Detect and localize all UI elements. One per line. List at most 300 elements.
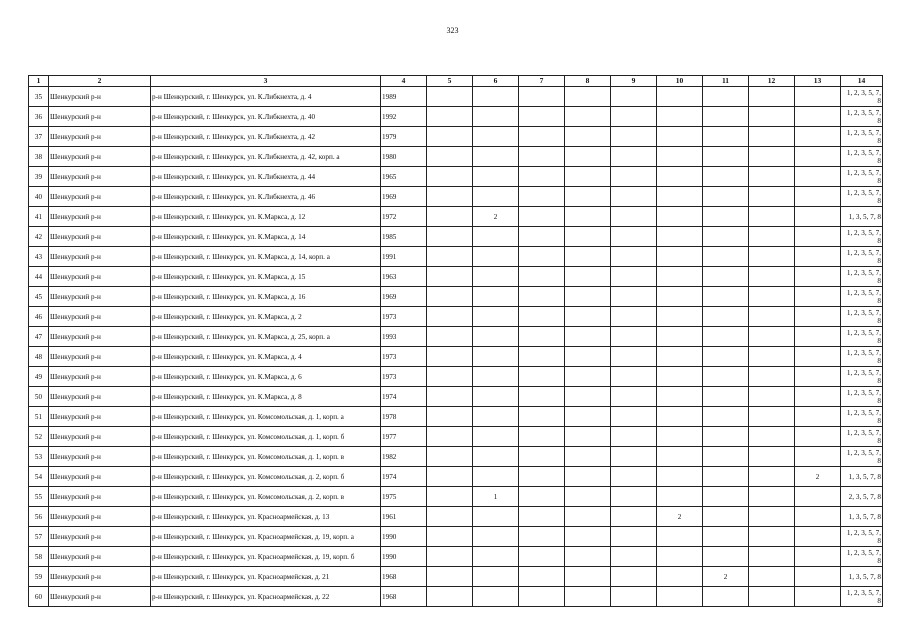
value-cell (519, 387, 565, 407)
district-cell: Шенкурский р-н (49, 127, 151, 147)
district-cell: Шенкурский р-н (49, 287, 151, 307)
value-cell (749, 187, 795, 207)
codes-cell: 1, 2, 3, 5, 7, 8 (841, 547, 883, 567)
codes-cell: 1, 2, 3, 5, 7, 8 (841, 327, 883, 347)
row-number-cell: 52 (29, 427, 49, 447)
table-row (29, 307, 883, 327)
value-cell (519, 447, 565, 467)
value-cell (427, 247, 473, 267)
column-header: 11 (703, 76, 749, 87)
value-cell (519, 327, 565, 347)
value-cell (611, 167, 657, 187)
value-cell (611, 227, 657, 247)
year-cell: 1993 (381, 327, 427, 347)
table-row (29, 487, 883, 507)
value-cell (703, 427, 749, 447)
year-cell: 1990 (381, 527, 427, 547)
value-cell (427, 387, 473, 407)
value-cell (749, 427, 795, 447)
value-cell (703, 407, 749, 427)
address-cell: р-н Шенкурский, г. Шенкурск, ул. Красноармейская, д. 19, корп. б (151, 547, 381, 567)
year-cell: 1991 (381, 247, 427, 267)
value-cell (427, 427, 473, 447)
address-cell: р-н Шенкурский, г. Шенкурск, ул. К.Маркса, д. 14 (151, 227, 381, 247)
value-cell (427, 447, 473, 467)
value-cell (519, 367, 565, 387)
row-number-cell: 60 (29, 587, 49, 607)
value-cell (427, 467, 473, 487)
value-cell (565, 287, 611, 307)
value-cell (519, 307, 565, 327)
district-cell: Шенкурский р-н (49, 527, 151, 547)
codes-cell: 1, 3, 5, 7, 8 (841, 507, 883, 527)
year-cell: 1975 (381, 487, 427, 507)
value-cell (749, 487, 795, 507)
value-cell (611, 87, 657, 107)
value-cell (427, 207, 473, 227)
district-cell: Шенкурский р-н (49, 367, 151, 387)
row-number-cell: 54 (29, 467, 49, 487)
year-cell: 1961 (381, 507, 427, 527)
column-header: 10 (657, 76, 703, 87)
value-cell (611, 507, 657, 527)
codes-cell: 1, 2, 3, 5, 7, 8 (841, 267, 883, 287)
column-header: 2 (49, 76, 151, 87)
value-cell (657, 567, 703, 587)
value-cell (427, 327, 473, 347)
value-cell (611, 287, 657, 307)
value-cell (565, 487, 611, 507)
row-number-cell: 48 (29, 347, 49, 367)
value-cell (565, 107, 611, 127)
value-cell (519, 287, 565, 307)
value-cell (565, 407, 611, 427)
table-row (29, 427, 883, 447)
value-cell (473, 407, 519, 427)
year-cell: 1977 (381, 427, 427, 447)
value-cell (565, 507, 611, 527)
table-row (29, 387, 883, 407)
value-cell (703, 207, 749, 227)
district-cell: Шенкурский р-н (49, 567, 151, 587)
value-cell (795, 307, 841, 327)
value-cell (749, 307, 795, 327)
table-row (29, 87, 883, 107)
value-cell (795, 147, 841, 167)
value-cell (473, 127, 519, 147)
district-cell: Шенкурский р-н (49, 327, 151, 347)
value-cell (795, 187, 841, 207)
column-header: 13 (795, 76, 841, 87)
value-cell (565, 367, 611, 387)
table-row (29, 587, 883, 607)
year-cell: 1973 (381, 367, 427, 387)
codes-cell: 1, 2, 3, 5, 7, 8 (841, 87, 883, 107)
value-cell (611, 207, 657, 227)
year-cell: 1972 (381, 207, 427, 227)
row-number-cell: 41 (29, 207, 49, 227)
table-row (29, 407, 883, 427)
value-cell (519, 107, 565, 127)
value-cell (703, 87, 749, 107)
value-cell (427, 507, 473, 527)
table-row (29, 547, 883, 567)
value-cell (703, 327, 749, 347)
codes-cell: 1, 2, 3, 5, 7, 8 (841, 107, 883, 127)
value-cell (657, 587, 703, 607)
row-number-cell: 53 (29, 447, 49, 467)
value-cell (749, 147, 795, 167)
codes-cell: 1, 2, 3, 5, 7, 8 (841, 387, 883, 407)
row-number-cell: 57 (29, 527, 49, 547)
value-cell (427, 307, 473, 327)
district-cell: Шенкурский р-н (49, 427, 151, 447)
value-cell (795, 487, 841, 507)
value-cell (519, 147, 565, 167)
row-number-cell: 50 (29, 387, 49, 407)
value-cell (565, 87, 611, 107)
year-cell: 1980 (381, 147, 427, 167)
value-cell (473, 547, 519, 567)
value-cell (611, 147, 657, 167)
row-number-cell: 39 (29, 167, 49, 187)
value-cell: 2 (703, 567, 749, 587)
value-cell (749, 447, 795, 467)
value-cell (611, 347, 657, 367)
year-cell: 1973 (381, 347, 427, 367)
value-cell (611, 567, 657, 587)
value-cell (749, 407, 795, 427)
table-row (29, 227, 883, 247)
column-header: 9 (611, 76, 657, 87)
row-number-cell: 38 (29, 147, 49, 167)
table-row (29, 207, 883, 227)
value-cell (565, 587, 611, 607)
value-cell (519, 427, 565, 447)
table-row (29, 347, 883, 367)
value-cell (611, 127, 657, 147)
value-cell (473, 227, 519, 247)
row-number-cell: 44 (29, 267, 49, 287)
value-cell (795, 587, 841, 607)
value-cell (427, 587, 473, 607)
district-cell: Шенкурский р-н (49, 167, 151, 187)
value-cell (565, 127, 611, 147)
row-number-cell: 58 (29, 547, 49, 567)
district-cell: Шенкурский р-н (49, 187, 151, 207)
table-row (29, 267, 883, 287)
district-cell: Шенкурский р-н (49, 587, 151, 607)
district-cell: Шенкурский р-н (49, 507, 151, 527)
year-cell: 1990 (381, 547, 427, 567)
value-cell (703, 167, 749, 187)
address-cell: р-н Шенкурский, г. Шенкурск, ул. Красноармейская, д. 22 (151, 587, 381, 607)
value-cell (657, 387, 703, 407)
value-cell (657, 307, 703, 327)
value-cell (519, 87, 565, 107)
value-cell (427, 287, 473, 307)
row-number-cell: 55 (29, 487, 49, 507)
value-cell (473, 287, 519, 307)
value-cell (611, 427, 657, 447)
codes-cell: 1, 2, 3, 5, 7, 8 (841, 127, 883, 147)
value-cell (473, 347, 519, 367)
value-cell (565, 267, 611, 287)
value-cell (473, 167, 519, 187)
codes-cell: 1, 2, 3, 5, 7, 8 (841, 347, 883, 367)
year-cell: 1982 (381, 447, 427, 467)
value-cell (565, 527, 611, 547)
value-cell (657, 147, 703, 167)
value-cell (749, 527, 795, 547)
value-cell (749, 167, 795, 187)
value-cell (749, 287, 795, 307)
column-header: 6 (473, 76, 519, 87)
row-number-cell: 49 (29, 367, 49, 387)
value-cell (657, 467, 703, 487)
year-cell: 1992 (381, 107, 427, 127)
value-cell (795, 567, 841, 587)
row-number-cell: 56 (29, 507, 49, 527)
value-cell (657, 267, 703, 287)
table-row (29, 527, 883, 547)
year-cell: 1979 (381, 127, 427, 147)
row-number-cell: 35 (29, 87, 49, 107)
codes-cell: 1, 3, 5, 7, 8 (841, 567, 883, 587)
value-cell (703, 247, 749, 267)
value-cell (473, 567, 519, 587)
value-cell (611, 547, 657, 567)
value-cell (657, 427, 703, 447)
codes-cell: 1, 2, 3, 5, 7, 8 (841, 447, 883, 467)
address-cell: р-н Шенкурский, г. Шенкурск, ул. К.Маркса, д. 12 (151, 207, 381, 227)
value-cell (519, 407, 565, 427)
table-row (29, 147, 883, 167)
value-cell (657, 367, 703, 387)
codes-cell: 1, 2, 3, 5, 7, 8 (841, 367, 883, 387)
value-cell (795, 227, 841, 247)
value-cell (611, 467, 657, 487)
address-cell: р-н Шенкурский, г. Шенкурск, ул. Комсомольская, д. 1, корп. в (151, 447, 381, 467)
value-cell (427, 567, 473, 587)
district-cell: Шенкурский р-н (49, 387, 151, 407)
value-cell (519, 127, 565, 147)
value-cell (427, 527, 473, 547)
row-number-cell: 43 (29, 247, 49, 267)
value-cell (657, 87, 703, 107)
value-cell (565, 327, 611, 347)
value-cell: 2 (473, 207, 519, 227)
address-cell: р-н Шенкурский, г. Шенкурск, ул. К.Маркса, д. 16 (151, 287, 381, 307)
column-header: 3 (151, 76, 381, 87)
value-cell (657, 547, 703, 567)
table-row (29, 247, 883, 267)
value-cell (519, 487, 565, 507)
codes-cell: 2, 3, 5, 7, 8 (841, 487, 883, 507)
value-cell (427, 407, 473, 427)
district-cell: Шенкурский р-н (49, 487, 151, 507)
value-cell (749, 367, 795, 387)
value-cell (427, 267, 473, 287)
value-cell (795, 127, 841, 147)
address-cell: р-н Шенкурский, г. Шенкурск, ул. К.Маркса, д. 14, корп. а (151, 247, 381, 267)
value-cell (795, 527, 841, 547)
year-cell: 1965 (381, 167, 427, 187)
district-cell: Шенкурский р-н (49, 247, 151, 267)
year-cell: 1968 (381, 567, 427, 587)
value-cell (749, 87, 795, 107)
value-cell (427, 147, 473, 167)
value-cell (749, 347, 795, 367)
value-cell (749, 567, 795, 587)
address-cell: р-н Шенкурский, г. Шенкурск, ул. Красноармейская, д. 13 (151, 507, 381, 527)
value-cell (703, 227, 749, 247)
value-cell (565, 187, 611, 207)
value-cell (703, 587, 749, 607)
column-header: 5 (427, 76, 473, 87)
value-cell (473, 107, 519, 127)
value-cell (565, 147, 611, 167)
value-cell (703, 367, 749, 387)
value-cell (611, 327, 657, 347)
value-cell (565, 567, 611, 587)
value-cell (473, 367, 519, 387)
value-cell (657, 407, 703, 427)
value-cell (795, 367, 841, 387)
value-cell (795, 507, 841, 527)
row-number-cell: 45 (29, 287, 49, 307)
value-cell (427, 127, 473, 147)
value-cell (703, 467, 749, 487)
value-cell (519, 467, 565, 487)
value-cell (519, 567, 565, 587)
address-cell: р-н Шенкурский, г. Шенкурск, ул. К.Либкнехта, д. 46 (151, 187, 381, 207)
district-cell: Шенкурский р-н (49, 87, 151, 107)
address-cell: р-н Шенкурский, г. Шенкурск, ул. К.Маркса, д. 6 (151, 367, 381, 387)
value-cell (703, 287, 749, 307)
row-number-cell: 46 (29, 307, 49, 327)
address-cell: р-н Шенкурский, г. Шенкурск, ул. Красноармейская, д. 21 (151, 567, 381, 587)
address-cell: р-н Шенкурский, г. Шенкурск, ул. К.Маркса, д. 25, корп. а (151, 327, 381, 347)
value-cell (657, 107, 703, 127)
value-cell (749, 467, 795, 487)
column-header: 8 (565, 76, 611, 87)
district-cell: Шенкурский р-н (49, 307, 151, 327)
value-cell (795, 547, 841, 567)
page-number: 323 (446, 26, 459, 35)
value-cell (657, 527, 703, 547)
value-cell (795, 267, 841, 287)
row-number-cell: 36 (29, 107, 49, 127)
district-cell: Шенкурский р-н (49, 147, 151, 167)
value-cell (565, 227, 611, 247)
address-cell: р-н Шенкурский, г. Шенкурск, ул. Красноармейская, д. 19, корп. а (151, 527, 381, 547)
value-cell (703, 447, 749, 467)
value-cell (473, 507, 519, 527)
value-cell (795, 407, 841, 427)
address-cell: р-н Шенкурский, г. Шенкурск, ул. К.Маркса, д. 2 (151, 307, 381, 327)
value-cell (427, 347, 473, 367)
column-header: 7 (519, 76, 565, 87)
address-cell: р-н Шенкурский, г. Шенкурск, ул. К.Либкнехта, д. 42 (151, 127, 381, 147)
codes-cell: 1, 2, 3, 5, 7, 8 (841, 307, 883, 327)
row-number-cell: 47 (29, 327, 49, 347)
codes-cell: 1, 2, 3, 5, 7, 8 (841, 427, 883, 447)
value-cell (565, 207, 611, 227)
value-cell (427, 107, 473, 127)
value-cell (473, 327, 519, 347)
value-cell (703, 487, 749, 507)
value-cell (611, 447, 657, 467)
value-cell (611, 187, 657, 207)
value-cell (565, 307, 611, 327)
value-cell (427, 367, 473, 387)
value-cell (427, 167, 473, 187)
value-cell: 2 (657, 507, 703, 527)
value-cell: 2 (795, 467, 841, 487)
codes-cell: 1, 2, 3, 5, 7, 8 (841, 587, 883, 607)
codes-cell: 1, 3, 5, 7, 8 (841, 207, 883, 227)
register-table (28, 75, 883, 607)
value-cell (519, 167, 565, 187)
table-row (29, 107, 883, 127)
codes-cell: 1, 2, 3, 5, 7, 8 (841, 187, 883, 207)
value-cell (749, 207, 795, 227)
row-number-cell: 37 (29, 127, 49, 147)
codes-cell: 1, 2, 3, 5, 7, 8 (841, 407, 883, 427)
value-cell (749, 547, 795, 567)
value-cell (795, 427, 841, 447)
value-cell (565, 387, 611, 407)
value-cell (657, 247, 703, 267)
address-cell: р-н Шенкурский, г. Шенкурск, ул. Комсомольская, д. 2, корп. б (151, 467, 381, 487)
value-cell (427, 547, 473, 567)
table-row (29, 367, 883, 387)
address-cell: р-н Шенкурский, г. Шенкурск, ул. К.Либкнехта, д. 4 (151, 87, 381, 107)
value-cell (473, 387, 519, 407)
value-cell (703, 127, 749, 147)
value-cell (657, 327, 703, 347)
row-number-cell: 42 (29, 227, 49, 247)
value-cell (427, 487, 473, 507)
column-header: 4 (381, 76, 427, 87)
table-row (29, 187, 883, 207)
address-cell: р-н Шенкурский, г. Шенкурск, ул. К.Либкнехта, д. 42, корп. а (151, 147, 381, 167)
codes-cell: 1, 2, 3, 5, 7, 8 (841, 527, 883, 547)
value-cell (657, 207, 703, 227)
row-number-cell: 40 (29, 187, 49, 207)
address-cell: р-н Шенкурский, г. Шенкурск, ул. К.Маркса, д. 4 (151, 347, 381, 367)
value-cell (749, 387, 795, 407)
address-cell: р-н Шенкурский, г. Шенкурск, ул. Комсомольская, д. 1, корп. б (151, 427, 381, 447)
value-cell (657, 227, 703, 247)
value-cell (795, 447, 841, 467)
value-cell (749, 267, 795, 287)
value-cell (749, 327, 795, 347)
codes-cell: 1, 2, 3, 5, 7, 8 (841, 227, 883, 247)
value-cell (519, 267, 565, 287)
value-cell (795, 327, 841, 347)
year-cell: 1985 (381, 227, 427, 247)
column-header: 1 (29, 76, 49, 87)
value-cell (795, 247, 841, 267)
address-cell: р-н Шенкурский, г. Шенкурск, ул. К.Либкнехта, д. 40 (151, 107, 381, 127)
value-cell (795, 287, 841, 307)
district-cell: Шенкурский р-н (49, 407, 151, 427)
value-cell (611, 247, 657, 267)
table-row (29, 447, 883, 467)
year-cell: 1978 (381, 407, 427, 427)
